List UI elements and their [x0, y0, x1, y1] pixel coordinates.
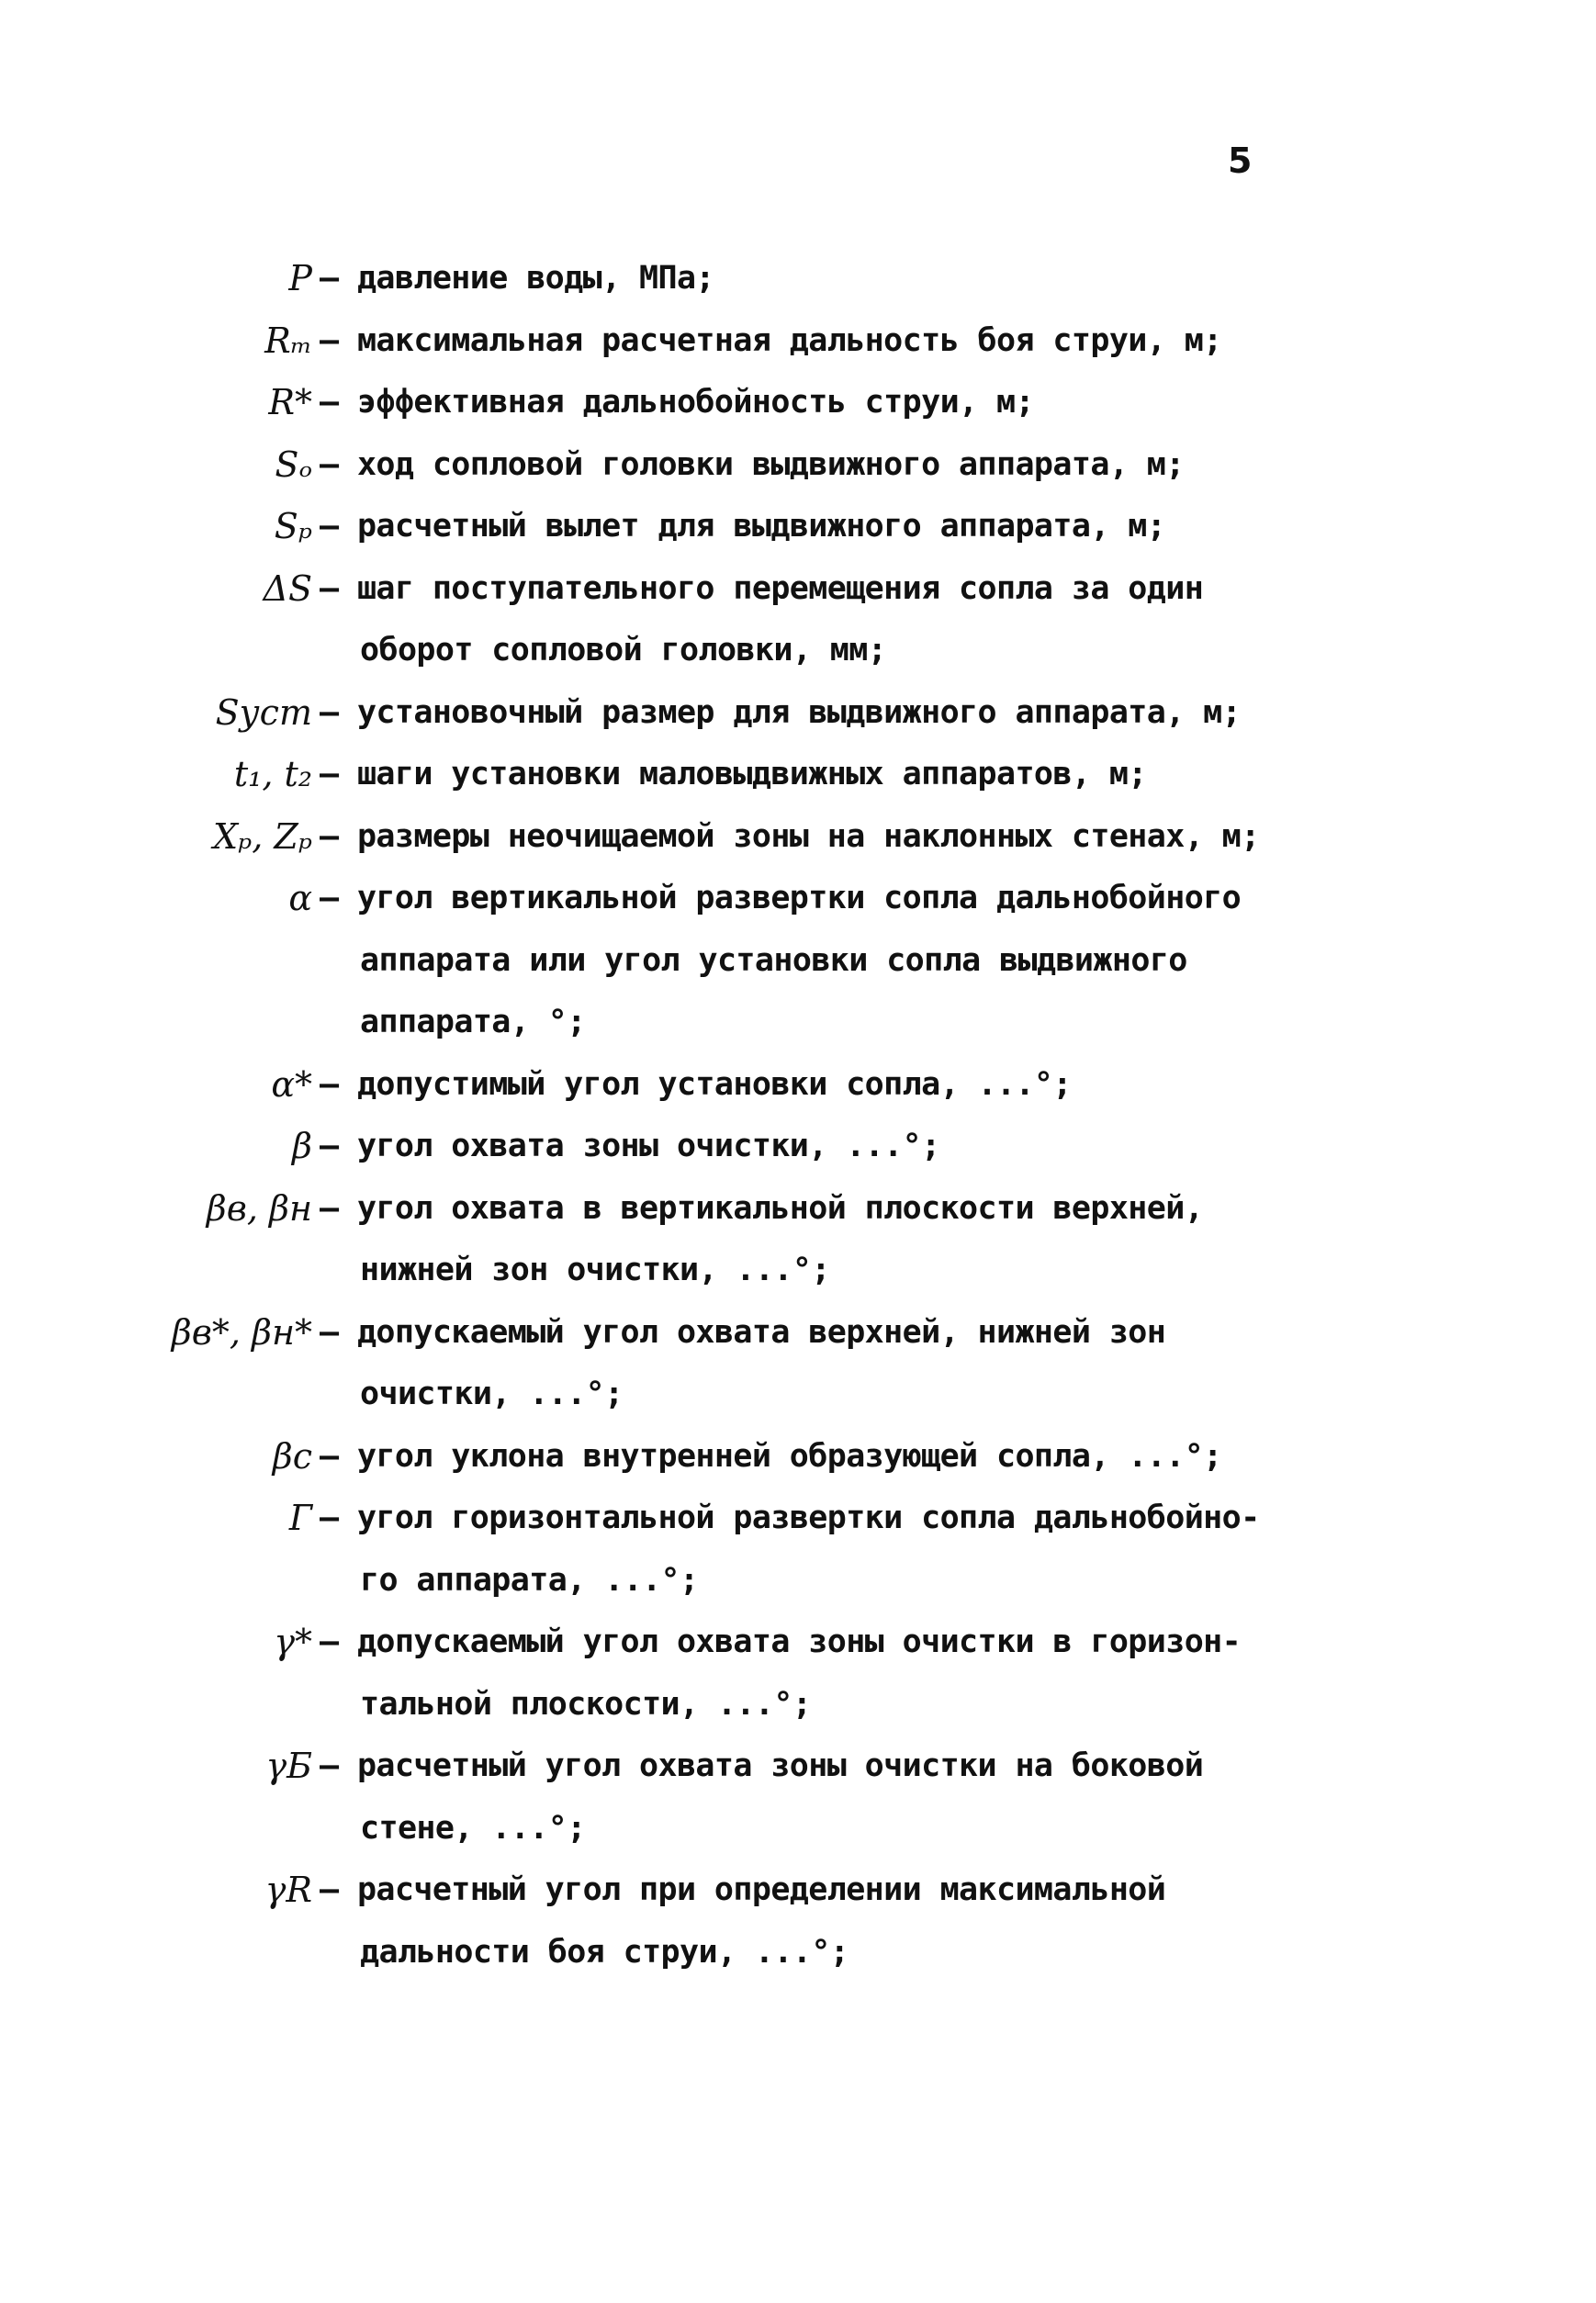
definition-entry	[0, 496, 1596, 558]
definition-text: – допускаемый угол охвата зоны очистки в горизон-	[320, 1623, 1242, 1660]
definition-entry	[0, 1302, 1596, 1426]
definition-symbol: γБ	[265, 1746, 312, 1786]
definition-text: – давление воды, МПа;	[320, 260, 714, 297]
definition-text: – эффективная дальнобойность струи, м;	[320, 384, 1034, 421]
definition-entry	[0, 1426, 1596, 1489]
definition-entry	[0, 1488, 1596, 1612]
definition-text: – шаги установки маловыдвижных аппаратов, м;	[320, 756, 1147, 792]
symbol-definitions-list	[0, 248, 1596, 1983]
definition-text: – допускаемый угол охвата верхней, нижней зон	[320, 1313, 1166, 1351]
definition-text: – размеры неочищаемой зоны на наклонных стенах, м;	[320, 817, 1260, 855]
definition-entry	[0, 310, 1596, 373]
definition-symbol: γR	[264, 1870, 312, 1910]
definition-entry	[0, 1612, 1596, 1736]
definition-entry	[0, 1116, 1596, 1178]
definition-symbol: ΔS	[263, 567, 312, 609]
definition-text: – угол вертикальной развертки сопла дальнобойного	[320, 880, 1242, 916]
definition-entry	[0, 1054, 1596, 1117]
definition-entry	[0, 248, 1596, 310]
definition-text: – допустимый угол установки сопла, ...°;	[320, 1065, 1072, 1103]
definition-symbol: Sₚ	[274, 506, 312, 546]
definition-symbol: γ*	[274, 1622, 312, 1662]
definition-symbol: Xₚ, Zₚ	[212, 815, 312, 857]
definition-text-continuation: тальной плоскости, ...°;	[360, 1685, 812, 1723]
definition-symbol: β	[292, 1126, 312, 1166]
definition-symbol: α	[288, 878, 312, 918]
definition-symbol: βв, βн	[206, 1187, 312, 1229]
definition-text: – установочный размер для выдвижного аппарата, м;	[320, 693, 1242, 731]
definition-entry	[0, 868, 1596, 1054]
definition-text-continuation: стене, ...°;	[360, 1809, 586, 1847]
definition-entry	[0, 372, 1596, 434]
definition-entry	[0, 682, 1596, 745]
definition-entry	[0, 558, 1596, 682]
definition-entry	[0, 744, 1596, 806]
definition-text: – расчетный вылет для выдвижного аппарата, м;	[320, 508, 1166, 545]
definition-text: – угол охвата зоны очистки, ...°;	[320, 1128, 940, 1164]
definition-text-continuation: оборот сопловой головки, мм;	[360, 632, 887, 668]
definition-symbol: βв*, βн*	[171, 1311, 312, 1353]
definition-entry	[0, 434, 1596, 497]
definition-text-continuation: аппарата или угол установки сопла выдвижного	[360, 941, 1187, 979]
definition-entry	[0, 1736, 1596, 1859]
definition-entry	[0, 1859, 1596, 1983]
definition-symbol: Sуст	[215, 691, 312, 733]
definition-text: – максимальная расчетная дальность боя струи, м;	[320, 321, 1222, 359]
definition-text: – угол охвата в вертикальной плоскости верхней,	[320, 1189, 1204, 1227]
definition-text: – угол уклона внутренней образующей сопла, ...°;	[320, 1437, 1222, 1475]
definition-symbol: α*	[271, 1063, 312, 1105]
definition-text-continuation: дальности боя струи, ...°;	[360, 1933, 849, 1971]
definition-text-continuation: нижней зон очистки, ...°;	[360, 1252, 830, 1288]
definition-symbol: βс	[272, 1435, 312, 1477]
definition-text: – угол горизонтальной развертки сопла дальнобойно-	[320, 1500, 1260, 1536]
definition-symbol: Г	[288, 1498, 312, 1538]
definition-text: – ход сопловой головки выдвижного аппарата, м;	[320, 445, 1185, 483]
definition-text: – расчетный угол охвата зоны очистки на боковой	[320, 1747, 1204, 1784]
definition-text: – расчетный угол при определении максимальной	[320, 1871, 1166, 1908]
definition-entry	[0, 806, 1596, 869]
definition-symbol: R*	[268, 382, 312, 422]
definition-symbol: Rₘ	[264, 320, 312, 361]
definition-text-continuation: го аппарата, ...°;	[360, 1561, 699, 1599]
definition-symbol: P	[288, 258, 312, 298]
page-number: 5	[1228, 140, 1253, 181]
definition-text-continuation: очистки, ...°;	[360, 1376, 624, 1412]
definition-text-continuation: аппарата, °;	[360, 1004, 586, 1040]
definition-text: – шаг поступательного перемещения сопла за один	[320, 569, 1204, 607]
definition-symbol: t₁, t₂	[233, 754, 312, 794]
definition-symbol: Sₒ	[275, 444, 312, 485]
definition-entry	[0, 1178, 1596, 1302]
